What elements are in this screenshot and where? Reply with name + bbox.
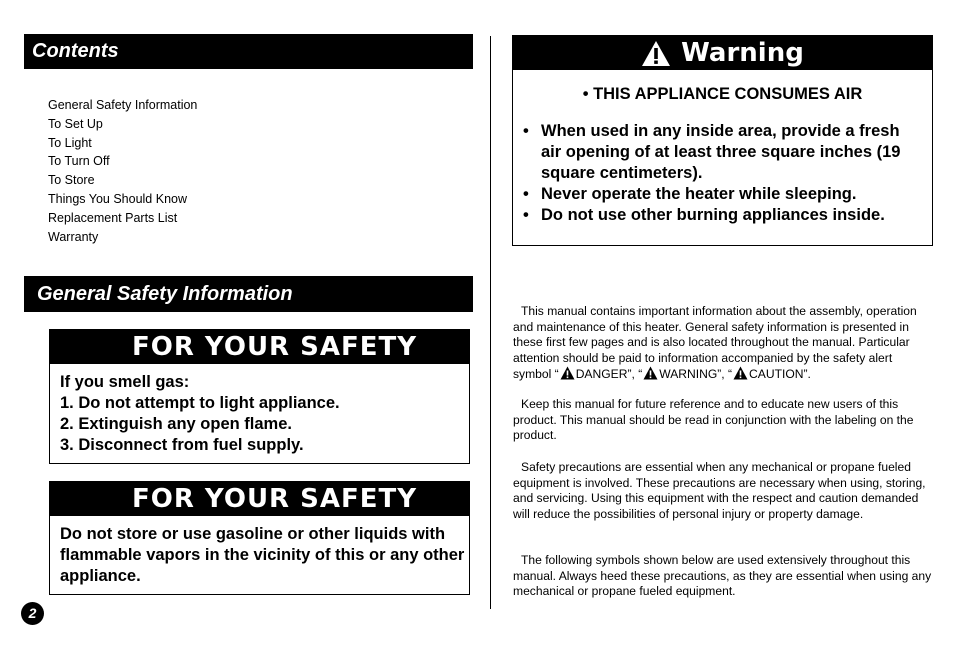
para-text: Safety precautions are essential when any mechanical or propane fueled equipment is involved. These precautions are necessary when using, storing, and servicing. Using this equipment with the respect and caution demanded will reduce the possibilities of personal injury or property damage. (513, 460, 926, 521)
toc-item: To Turn Off (48, 154, 110, 169)
toc-item: To Set Up (48, 116, 103, 131)
warning-item-text: When used in any inside area, provide a fresh air opening of at least three square inches (19 square centimeters). (541, 122, 901, 182)
warning-title: Warning (681, 38, 804, 68)
warning-triangle-icon (643, 366, 658, 380)
warning-item-text: Do not use other burning appliances inside. (541, 206, 885, 224)
safety-line: Do not store or use gasoline or other liquids with (60, 525, 446, 543)
warning-item (523, 121, 921, 184)
toc-item: Warranty (48, 229, 99, 244)
para-text: The following symbols shown below are used extensively throughout this manual. Always heed these precautions, as they are essential when using any mechanical or propane fueled equipment. (513, 553, 932, 599)
toc-item: To Light (48, 135, 92, 150)
table-of-contents (48, 96, 197, 246)
safety-box-body (50, 364, 469, 456)
column-divider (490, 36, 491, 609)
page-number: 2 (21, 602, 44, 625)
toc-item: General Safety Information (48, 98, 198, 112)
paragraph-intro (513, 304, 933, 383)
para-separator: ”. (803, 367, 811, 382)
safety-line: appliance. (60, 567, 141, 585)
safety-line: 1. Do not attempt to light appliance. (60, 394, 340, 412)
bullet: • (523, 185, 529, 203)
safety-box-title: FOR YOUR SAFETY (50, 330, 469, 364)
warning-triangle-icon (560, 366, 575, 380)
paragraph-symbols (513, 553, 933, 600)
toc-item: To Store (48, 173, 95, 188)
toc-item: Replacement Parts List (48, 210, 178, 225)
safety-line: If you smell gas: (60, 373, 190, 391)
safety-box-title: FOR YOUR SAFETY (50, 482, 469, 516)
paragraph-precautions (513, 460, 933, 522)
para-text: This manual contains important information about the assembly, operation and maintenance of this heater. General safety information is presented in these first few pages and is also located throughout the manual. Particular attention should be paid to information accompanied by the safety alert symbol “ (513, 304, 917, 382)
safety-box-body (50, 516, 469, 587)
warning-item (523, 184, 921, 205)
general-safety-title: General Safety Information (37, 282, 293, 305)
warning-item-text: Never operate the heater while sleeping. (541, 185, 857, 203)
general-safety-heading (24, 276, 473, 312)
warning-triangle-icon (733, 366, 748, 380)
danger-label: DANGER (575, 367, 628, 382)
warning-label: WARNING (659, 367, 718, 382)
bullet: • (523, 122, 529, 140)
contents-title: Contents (32, 40, 119, 62)
safety-line: flammable vapors in the vicinity of this or any other (60, 546, 465, 564)
safety-box-gas-smell (49, 329, 470, 464)
toc-item: Things You Should Know (48, 191, 187, 206)
warning-triangle-icon (641, 40, 671, 67)
warning-header (513, 36, 932, 70)
para-separator: ”, “ (717, 367, 733, 382)
contents-heading (24, 34, 473, 69)
para-text: Keep this manual for future reference and to educate new users of this product. This manual should be read in conjunction with the labeling on the product. (513, 397, 914, 443)
bullet: • (523, 206, 529, 224)
warning-item (523, 205, 921, 226)
para-separator: ”, “ (627, 367, 643, 382)
paragraph-keep-manual (513, 397, 933, 444)
caution-label: CAUTION (749, 367, 804, 382)
warning-consumes-air: • THIS APPLIANCE CONSUMES AIR (582, 85, 863, 103)
safety-line: 3. Disconnect from fuel supply. (60, 436, 304, 454)
warning-box (512, 35, 933, 246)
safety-box-gasoline (49, 481, 470, 595)
warning-list (523, 121, 921, 226)
safety-line: 2. Extinguish any open flame. (60, 415, 292, 433)
